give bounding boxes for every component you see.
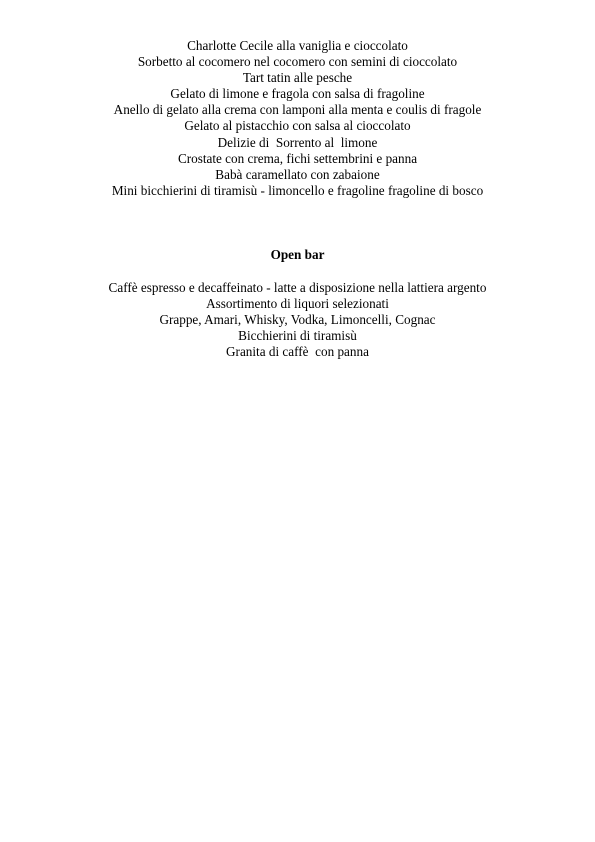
open-bar-item: Granita di caffè con panna (226, 344, 369, 360)
dessert-item: Mini bicchierini di tiramisù - limoncello e fragoline fragoline di bosco (111, 182, 484, 198)
dessert-item: Tart tatin alle pesche (242, 70, 353, 86)
dessert-item: Delizie di Sorrento al limone (217, 134, 378, 150)
dessert-list (0, 38, 595, 199)
open-bar-item: Bicchierini di tiramisù (238, 328, 357, 344)
dessert-item: Gelato al pistacchio con salsa al cioccolato (184, 118, 411, 134)
dessert-item: Anello di gelato alla crema con lamponi alla menta e coulis di fragole (113, 102, 482, 118)
dessert-item: Charlotte Cecile alla vaniglia e cioccolato (187, 38, 408, 53)
dessert-item: Crostate con crema, fichi settembrini e panna (177, 150, 418, 166)
open-bar-item: Grappe, Amari, Whisky, Vodka, Limoncelli, Cognac (159, 312, 436, 328)
dessert-item: Gelato di limone e fragola con salsa di fragoline (170, 86, 425, 102)
dessert-item: Sorbetto al cocomero nel cocomero con semini di cioccolato (137, 54, 458, 70)
open-bar-item: Assortimento di liquori selezionati (206, 296, 389, 312)
open-bar-list (0, 280, 595, 360)
open-bar-heading: Open bar (270, 247, 325, 262)
dessert-item: Babà caramellato con zabaione (215, 166, 380, 182)
open-bar-item: Caffè espresso e decaffeinato - latte a disposizione nella lattiera argento (108, 280, 487, 295)
